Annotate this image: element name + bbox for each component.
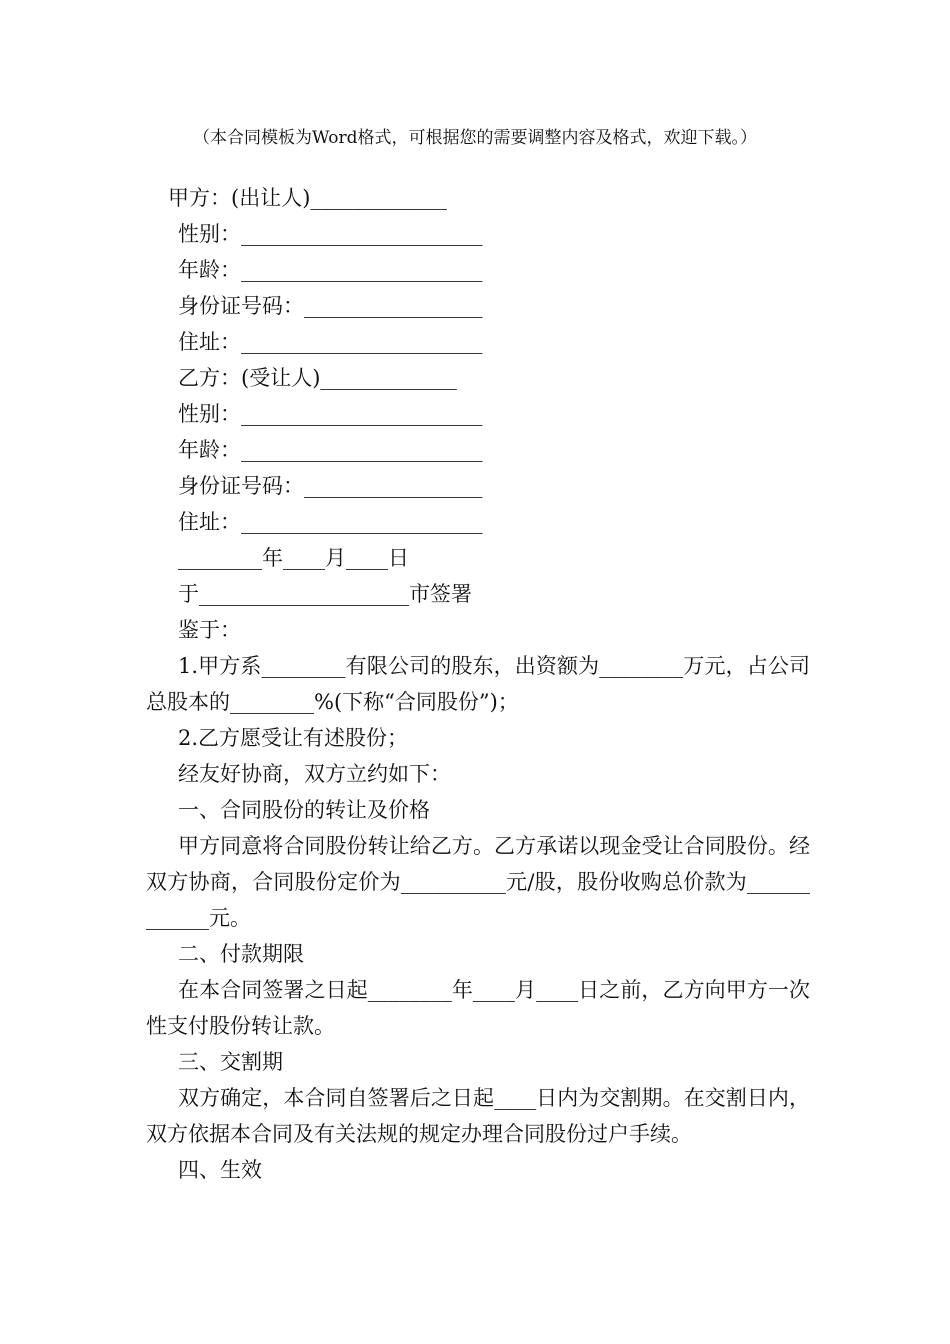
party-b-address: 住址：_______________________	[178, 510, 483, 534]
party-b-age: 年龄：_______________________	[178, 438, 483, 462]
date-line: ________年____月____日	[178, 546, 409, 570]
party-a-gender: 性别：_______________________	[178, 222, 483, 246]
section-1-heading: 一、合同股份的转让及价格	[178, 798, 430, 822]
section-2-body: 在本合同签署之日起________年____月____日之前，乙方向甲方一次性支付股份转让款。	[146, 978, 810, 1038]
section-4-heading: 四、生效	[178, 1158, 262, 1182]
sign-place: 于____________________市签署	[178, 582, 472, 606]
contract-body	[146, 180, 810, 1188]
party-b-title: 乙方：(受让人)_____________	[178, 366, 457, 390]
party-b-gender: 性别：_______________________	[178, 402, 483, 426]
party-a-id-number: 身份证号码：_________________	[178, 294, 483, 318]
recital-1: 1.甲方系________有限公司的股东，出资额为________万元，占公司总股本的________%(下称“合同股份”)；	[146, 654, 810, 714]
whereas-heading: 鉴于：	[178, 618, 241, 642]
party-a-address: 住址：_______________________	[178, 330, 483, 354]
agreement-intro: 经友好协商，双方立约如下：	[178, 762, 451, 786]
section-3-body: 双方确定，本合同自签署后之日起____日内为交割期。在交割日内，双方依据本合同及有关法规的规定办理合同股份过户手续。	[146, 1086, 810, 1146]
recital-2: 2.乙方愿受让有述股份；	[178, 726, 409, 750]
party-b-id-number: 身份证号码：_________________	[178, 474, 483, 498]
party-a-title: 甲方：(出让人)_____________	[168, 186, 447, 210]
section-1-body: 甲方同意将合同股份转让给乙方。乙方承诺以现金受让合同股份。经双方协商，合同股份定价为__________元/股，股份收购总价款为____________元。	[146, 834, 810, 930]
section-2-heading: 二、付款期限	[178, 942, 304, 966]
party-a-age: 年龄：_______________________	[178, 258, 483, 282]
section-3-heading: 三、交割期	[178, 1050, 283, 1074]
header-note: （本合同模板为Word格式，可根据您的需要调整内容及格式，欢迎下载。）	[192, 128, 758, 148]
